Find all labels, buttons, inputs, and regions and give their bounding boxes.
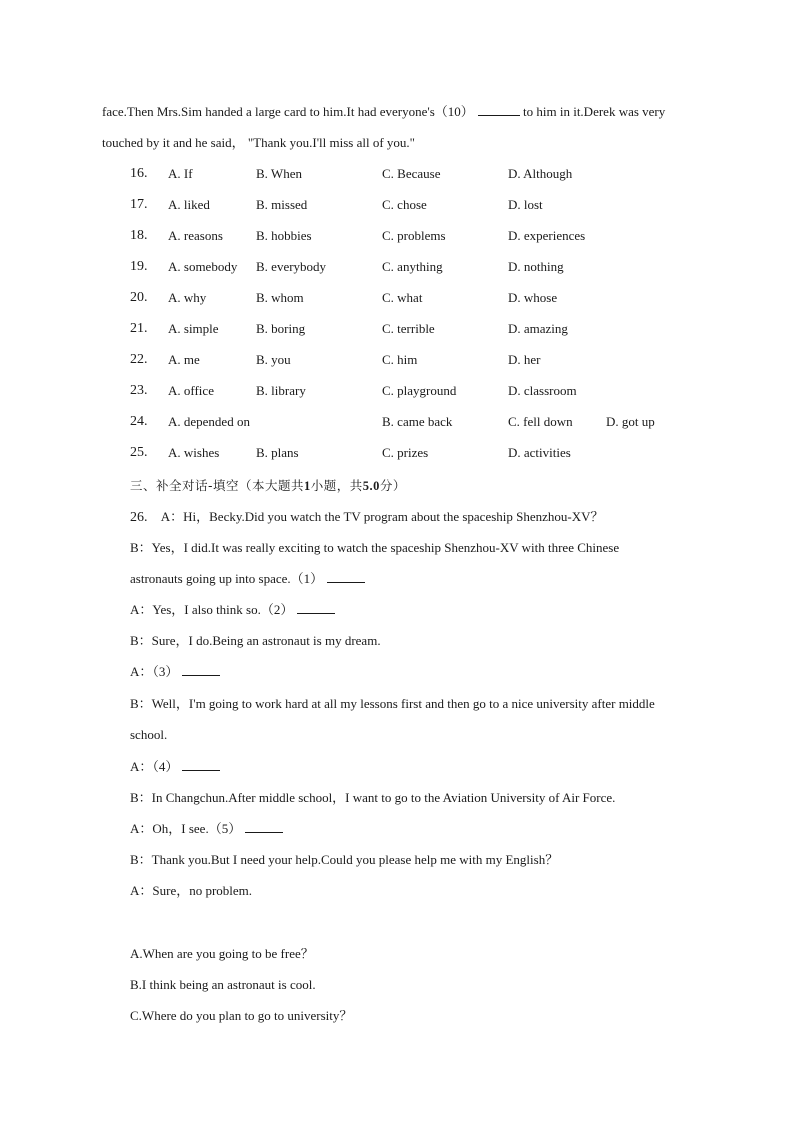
passage-line-1 [102,103,665,121]
option-d: D. her [508,352,541,367]
passage-line-1-tail: to him in it.Derek was very [523,104,666,119]
option-d: D. nothing [508,259,564,274]
option-c: C. anything [382,259,443,274]
option-b: B. hobbies [256,228,312,243]
option-c: C. what [382,290,423,305]
option-d: D. lost [508,197,543,212]
option-b: B. library [256,383,306,398]
dialogue-line-5: B：Sure，I do.Being an astronaut is my dream. [130,633,381,648]
passage-line-2: touched by it and he said， "Thank you.I'll miss all of you." [102,135,415,150]
answer-option-c: C.Where do you plan to go to university？ [130,1008,353,1023]
question-number: 19. [130,259,148,274]
option-a: A. office [168,383,214,398]
dialogue-line-8: school. [130,727,168,742]
option-a: A. wishes [168,445,220,460]
question-number: 24. [130,414,148,429]
answer-blank-1 [327,570,365,583]
answer-blank-2 [297,601,335,614]
answer-blank-4 [182,758,220,771]
dialogue-line-4 [130,601,335,619]
dialogue-line-10: B：In Changchun.After middle school，I want to go to the Aviation University of Air Force. [130,790,616,805]
option-c: C. prizes [382,445,429,460]
option-b: B. boring [256,321,306,336]
option-a: A. If [168,166,193,181]
section-title-prefix: 三、补全对话-填空（本大题共 [130,478,305,493]
answer-blank-10 [478,103,520,116]
question-number: 20. [130,290,148,305]
dialogue-line-6 [130,663,220,681]
dialogue-line-7: B：Well，I'm going to work hard at all my lessons first and then go to a nice university after middle [130,696,655,711]
answer-option-b: B.I think being an astronaut is cool. [130,977,316,992]
option-d: D. classroom [508,383,577,398]
answer-blank-3 [182,663,220,676]
answer-option-a: A.When are you going to be free？ [130,946,314,961]
option-b: B. plans [256,445,299,460]
dialogue-line-11 [130,820,283,838]
option-c: C. playground [382,383,457,398]
option-b: B. everybody [256,259,327,274]
option-b: B. came back [382,414,453,429]
option-d: D. amazing [508,321,568,336]
dialogue-line-2: B：Yes，I did.It was really exciting to watch the spaceship Shenzhou-XV with three Chinese [130,540,620,555]
option-a: A. liked [168,197,210,212]
question-number: 22. [130,352,148,367]
option-b: B. whom [256,290,304,305]
section-title-suffix: 分） [379,478,406,493]
option-c: C. chose [382,197,427,212]
option-b: B. missed [256,197,308,212]
dialogue-line-3 [130,570,365,588]
option-c: C. Because [382,166,441,181]
question-number: 18. [130,228,148,243]
question-number: 21. [130,321,148,336]
option-a: A. somebody [168,259,238,274]
option-c: C. him [382,352,418,367]
option-a: A. depended on [168,414,250,429]
dialogue-line-13: A：Sure，no problem. [130,883,253,898]
question-number: 26. [130,510,148,525]
section-title-score: 5.0 [362,479,380,493]
option-a: A. simple [168,321,219,336]
passage-line-1-text: face.Then Mrs.Sim handed a large card to him.It had everyone's（10） [102,104,474,119]
option-d: D. activities [508,445,571,460]
question-number: 16. [130,166,148,181]
section-title-mid: 小题，共 [310,478,363,493]
question-number: 17. [130,197,148,212]
dialogue-text: astronauts going up into space.（1） [130,571,324,586]
section-title [130,477,406,495]
dialogue-line-9 [130,758,220,776]
section-title-count: 1 [304,479,311,493]
option-c: C. terrible [382,321,435,336]
option-d: D. Although [508,166,573,181]
answer-blank-5 [245,820,283,833]
option-b: B. When [256,166,302,181]
option-a: A. why [168,290,207,305]
option-a: A. me [168,352,200,367]
option-c: C. fell down [508,414,573,429]
option-b: B. you [256,352,291,367]
dialogue-line-12: B：Thank you.But I need your help.Could you please help me with my English？ [130,852,559,867]
dialogue-text: A：Yes，I also think so.（2） [130,602,294,617]
option-d: D. got up [606,414,655,429]
dialogue-line-1 [130,508,604,527]
dialogue-text: A：Hi，Becky.Did you watch the TV program about the spaceship Shenzhou-XV？ [160,509,604,524]
option-c: C. problems [382,228,446,243]
dialogue-text: A：（4） [130,759,179,774]
dialogue-text: A：Oh，I see.（5） [130,821,242,836]
option-d: D. whose [508,290,558,305]
option-a: A. reasons [168,228,223,243]
question-number: 25. [130,445,148,460]
dialogue-text: A：（3） [130,664,179,679]
option-d: D. experiences [508,228,586,243]
question-number: 23. [130,383,148,398]
